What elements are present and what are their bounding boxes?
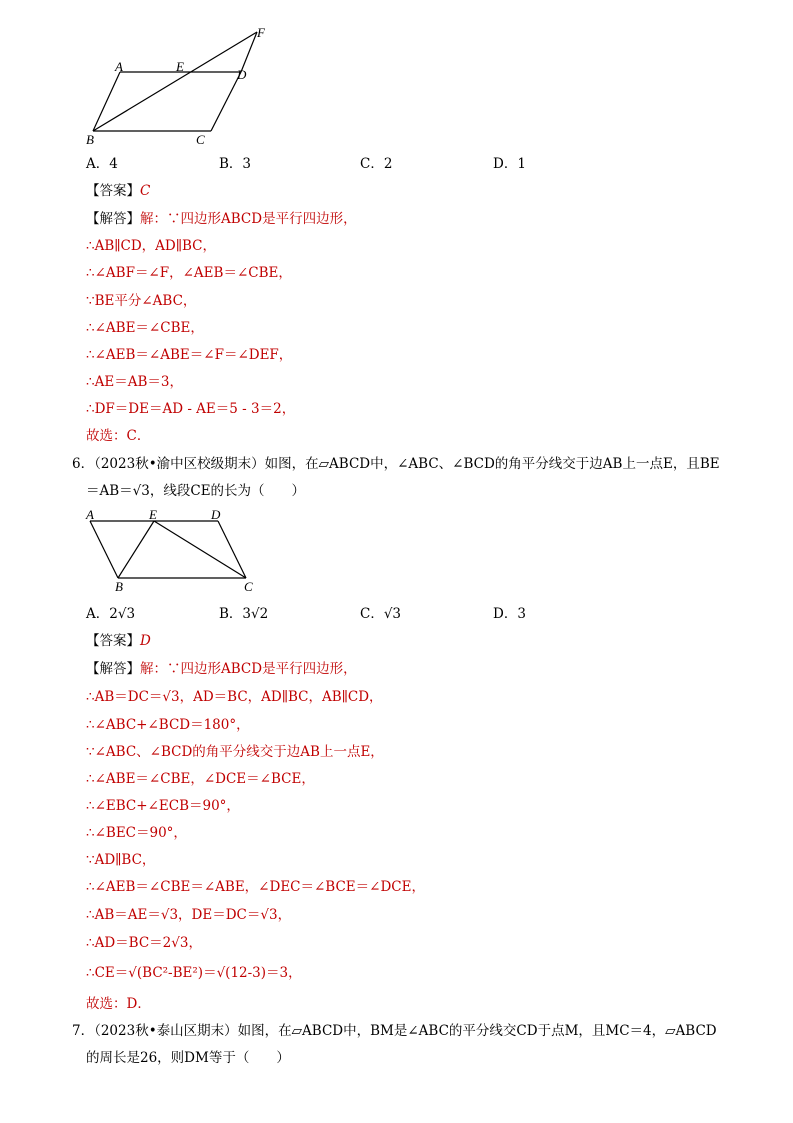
q7-stem-line-2: 的周长是26，则DM等于（ ） <box>86 1050 290 1066</box>
q6-solution-line-4: ∴∠ABE＝∠CBE，∠DCE＝∠BCE， <box>86 771 315 787</box>
q5-label-B: B <box>86 132 94 147</box>
q6-label-B: B <box>115 579 123 594</box>
q5-option-b: B．3 <box>219 156 252 172</box>
q6-solution-line-6: ∴∠BEC＝90°， <box>86 825 187 841</box>
q6-label-E: E <box>149 507 157 522</box>
q5-solution-line-0: 【解答】解：∵四边形ABCD是平行四边形， <box>86 211 357 227</box>
q5-solution-line-4: ∴∠ABE＝∠CBE， <box>86 320 204 336</box>
q6-label-A: A <box>86 507 94 522</box>
q6-option-c: C．√3 <box>360 606 402 622</box>
q6-solution-line-0: 【解答】解：∵四边形ABCD是平行四边形， <box>86 661 357 677</box>
solution-tag: 【解答】 <box>86 661 140 677</box>
q6-option-a: A．2√3 <box>86 606 136 622</box>
q5-label-D: D <box>237 67 247 82</box>
q6-solution-line-12: 故选：D． <box>86 996 151 1012</box>
q5-solution-line-5: ∴∠AEB＝∠ABE＝∠F＝∠DEF， <box>86 347 293 363</box>
q5-label-A: A <box>115 59 123 74</box>
answer-tag: 【答案】 <box>86 183 140 199</box>
answer-value: D <box>140 633 151 649</box>
q5-label-C: C <box>196 132 205 147</box>
q5-solution-line-8: 故选：C． <box>86 428 151 444</box>
answer-tag: 【答案】 <box>86 633 140 649</box>
q5-solution-line-7: ∴DF＝DE＝AD - AE＝5 - 3＝2， <box>86 401 296 417</box>
q5-solution-line-2: ∴∠ABF＝∠F，∠AEB＝∠CBE， <box>86 265 292 281</box>
q6-answer <box>86 632 151 650</box>
q6-solution-line-1: ∴AB＝DC＝√3，AD＝BC，AD∥BC，AB∥CD， <box>86 689 383 705</box>
q5-label-F: F <box>257 25 265 40</box>
answer-value: C <box>140 183 151 199</box>
q5-solution-line-3: ∵BE平分∠ABC， <box>86 293 197 309</box>
q5-option-a: A．4 <box>86 156 118 172</box>
q5-label-E: E <box>176 59 184 74</box>
solution-tag: 【解答】 <box>86 211 140 227</box>
q6-option-b: B．3√2 <box>219 606 269 622</box>
q5-solution-line-6: ∴AE＝AB＝3， <box>86 374 183 390</box>
q6-solution-line-8: ∴∠AEB＝∠CBE＝∠ABE，∠DEC＝∠BCE＝∠DCE， <box>86 879 425 895</box>
q6-solution-line-11: ∴CE＝√(BC²-BE²)＝√(12-3)＝3， <box>86 965 302 981</box>
q5-solution-line-1: ∴AB∥CD，AD∥BC， <box>86 238 216 254</box>
q6-stem-line-1: 6．（2023秋•渝中区校级期末）如图，在▱ABCD中，∠ABC、∠BCD的角平分线交于边AB上一点E，且BE <box>72 456 720 472</box>
q6-solution-line-7: ∵AD∥BC， <box>86 852 156 868</box>
q6-solution-line-5: ∴∠EBC+∠ECB＝90°， <box>86 798 240 814</box>
q6-label-C: C <box>244 579 253 594</box>
q6-solution-line-2: ∴∠ABC+∠BCD＝180°， <box>86 717 250 733</box>
q6-label-D: D <box>211 507 221 522</box>
q6-stem-line-2: ＝AB＝√3，线段CE的长为（ ） <box>86 483 306 499</box>
q6-solution-line-10: ∴AD＝BC＝2√3， <box>86 935 202 951</box>
q6-option-d: D．3 <box>493 606 526 622</box>
q6-solution-line-3: ∵∠ABC、∠BCD的角平分线交于边AB上一点E， <box>86 744 384 760</box>
q5-option-d: D．1 <box>493 156 526 172</box>
q6-solution-line-9: ∴AB＝AE＝√3，DE＝DC＝√3， <box>86 907 292 923</box>
q7-stem-line-1: 7．（2023秋•泰山区期末）如图，在▱ABCD中，BM是∠ABC的平分线交CD于点M，且MC＝4，▱ABCD <box>72 1023 717 1039</box>
q5-option-c: C．2 <box>360 156 393 172</box>
